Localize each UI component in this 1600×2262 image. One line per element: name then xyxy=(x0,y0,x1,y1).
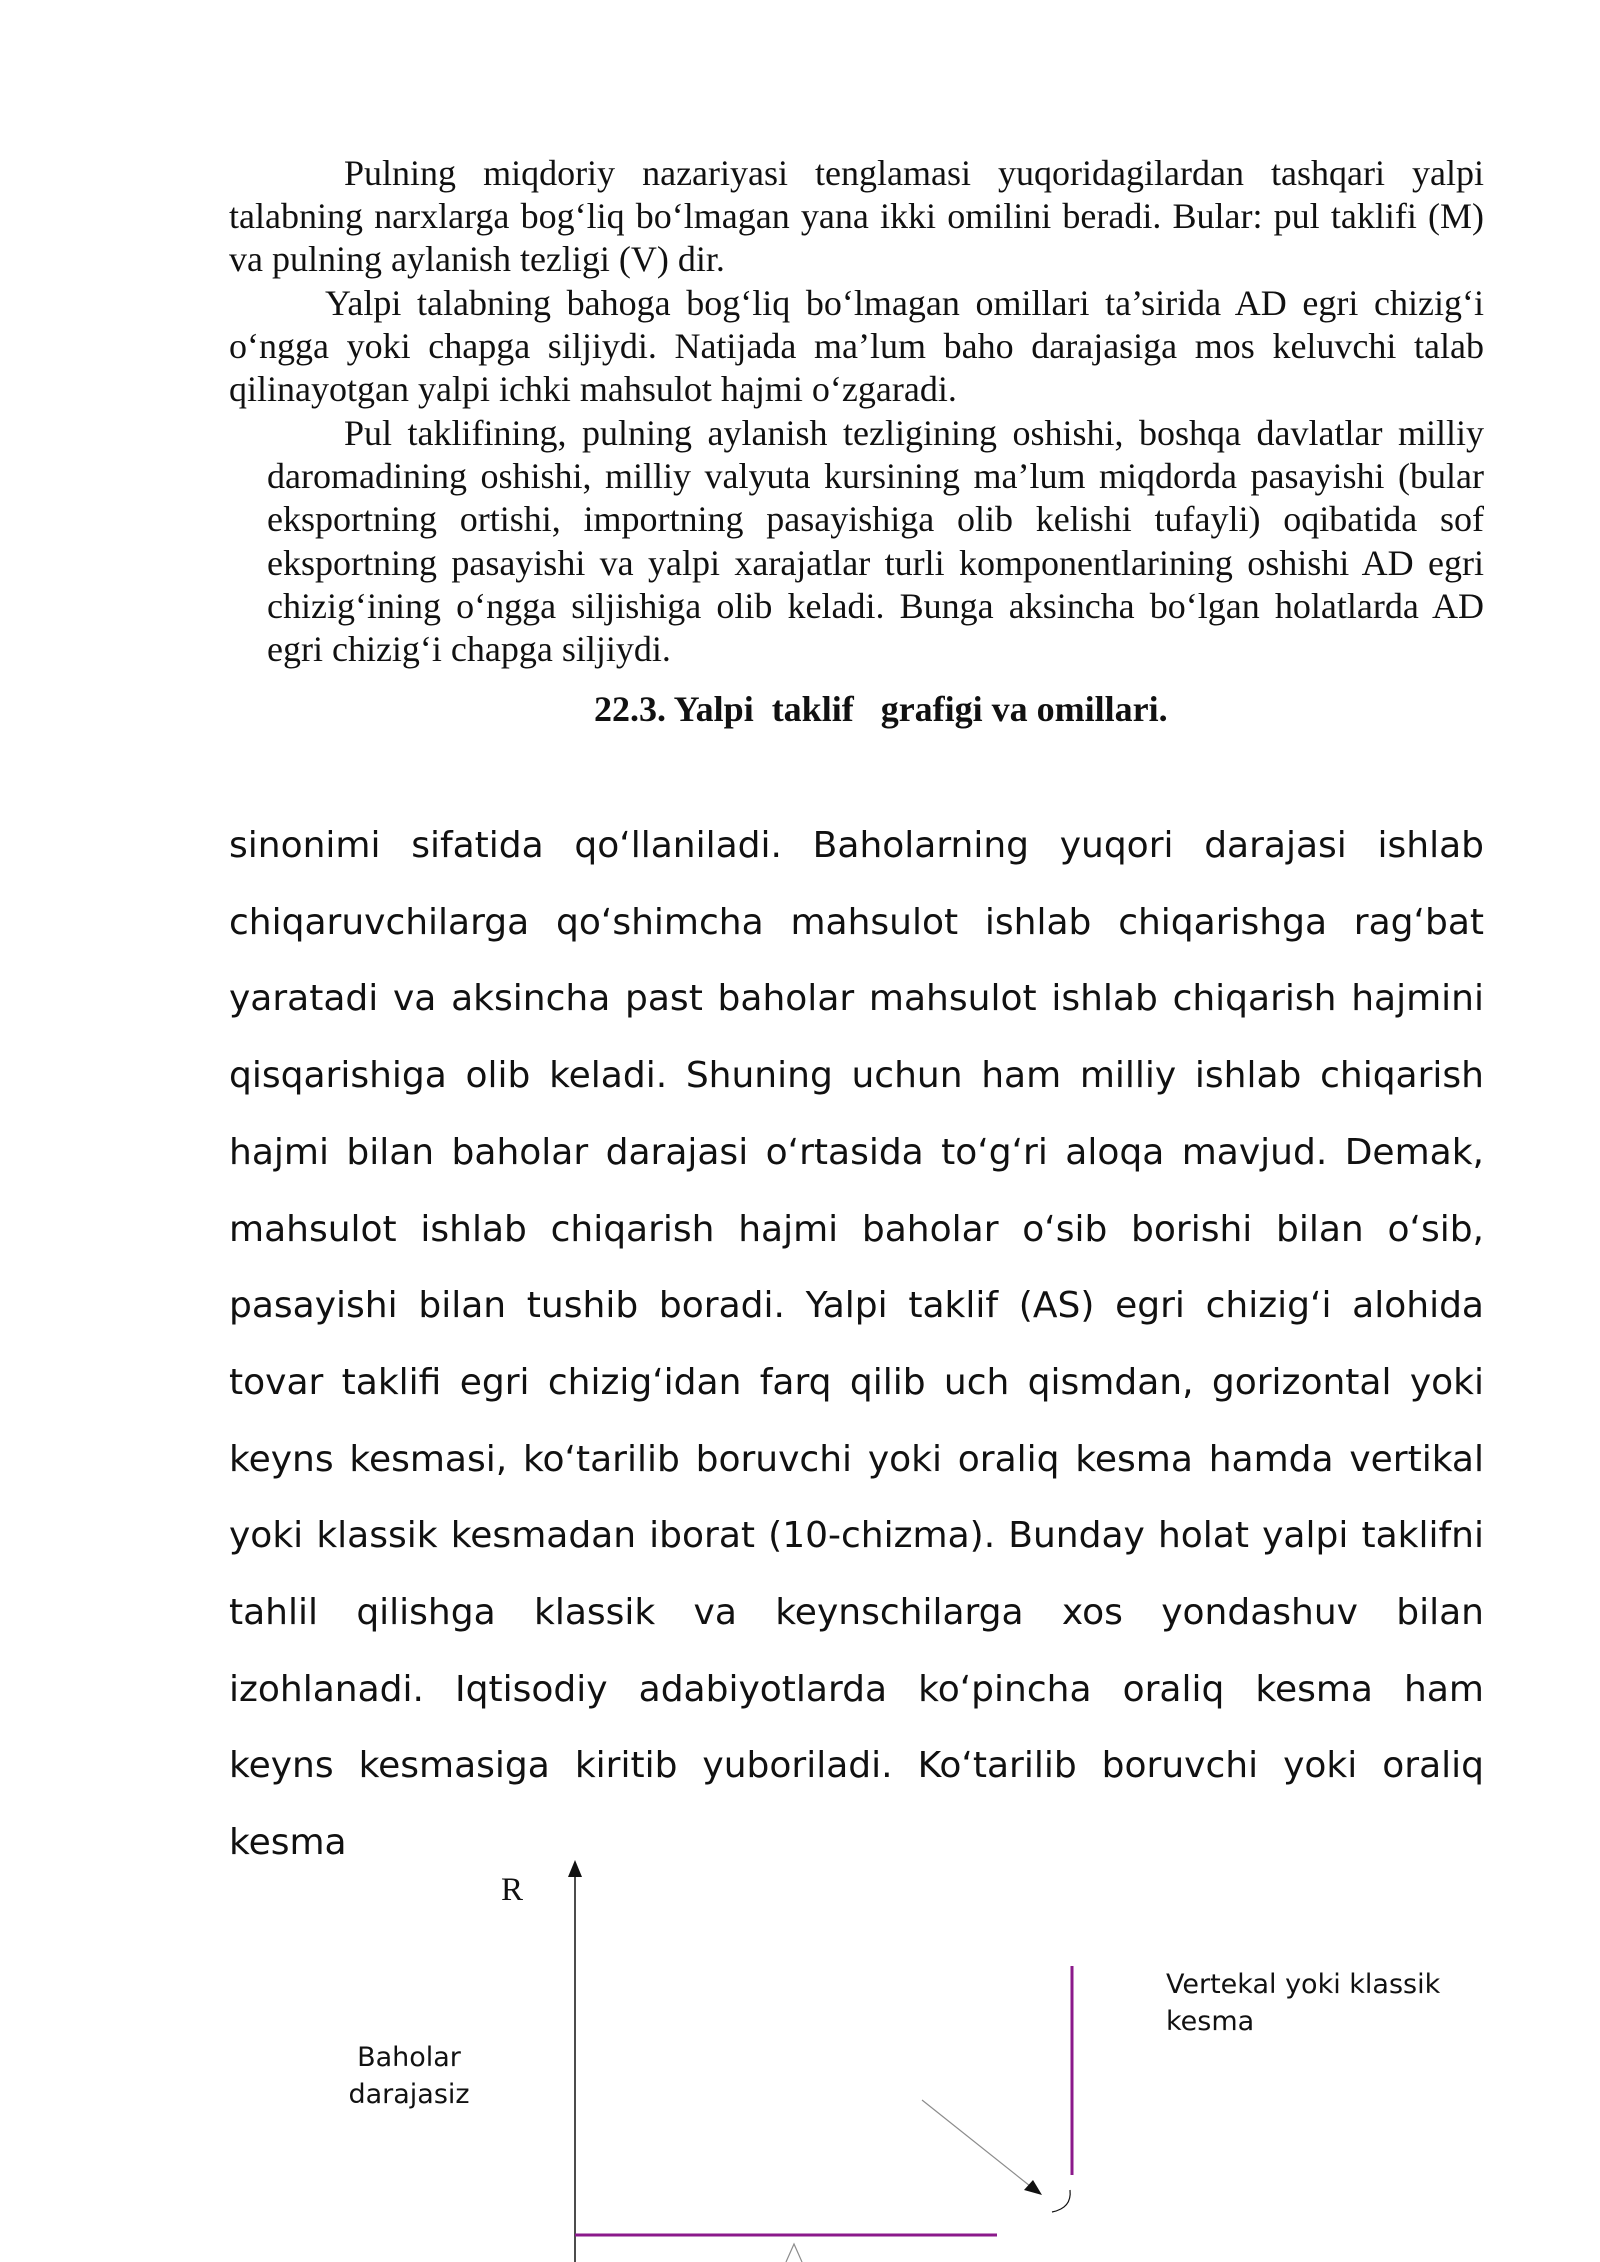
figure-canvas xyxy=(0,1840,1600,2262)
intermediate-segment-curve xyxy=(1052,2190,1070,2212)
paragraph-ad-factors: Pul taklifining, pulning aylanish tezligining oshishi, boshqa davlatlar milliy daromadining oshishi, milliy valyuta kursining ma’lum miqdorda pasayishi (bular eksportning ortishi, importning pasayishiga olib kelishi tufayli) oqibatida sof eksportning pasayishi va yalpi xarajatlar turli komponentlarining oshishi AD egri chizig‘ining o‘ngga siljishiga olib keladi. Bunga aksincha bo‘lgan holatlarda AD egri chizig‘i chapga siljiydi. xyxy=(267,413,1484,670)
y-axis-label: R xyxy=(501,1872,524,1908)
paragraph-aggregate-supply: sinonimi sifatida qo‘llaniladi. Baholarning yuqori darajasi ishlab chiqaruvchilarga qo‘shimcha mahsulot ishlab chiqarishga rag‘bat yaratadi va aksincha past baholar mahsulot ishlab chiqarish hajmini qisqarishiga olib keladi. Shuning uchun ham milliy ishlab chiqarish hajmi bilan baholar darajasi o‘rtasida to‘g‘ri aloqa mavjud. Demak, mahsulot ishlab chiqarish hajmi baholar o‘sib borishi bilan o‘sib, pasayishi bilan tushib boradi. Yalpi taklif (AS) egri chizig‘i alohida tovar taklifi egri chizig‘idan farq qilib uch qismdan, gorizontal yoki keyns kesmasi, ko‘tarilib boruvchi yoki oraliq kesma hamda vertikal yoki klassik kesmadan iborat (10-chizma). Bunday holat yalpi taklifni tahlil qilishga klassik va keynschilarga xos yondashuv bilan izohlanadi. Iqtisodiy adabiyotlarda ko‘pincha oraliq kesma ham keyns kesmasiga kiritib yuboriladi. Ko‘tarilib boruvchi yoki oraliq kesma xyxy=(229,825,1484,1864)
vertical-segment-label: Vertekal yoki klassik kesma xyxy=(1166,1969,1441,2037)
paragraph-ad-shift: Yalpi talabning bahoga bog‘liq bo‘lmagan omillari ta’sirida AD egri chizig‘i o‘ngga yoki chapga siljiydi. Natijada ma’lum baho darajasiga mos keluvchi talab qilinayotgan yalpi ichki mahsulot hajmi o‘zgaradi. xyxy=(229,283,1484,410)
y-axis-arrowhead xyxy=(568,1860,582,1877)
price-level-label: Baholar darajasiz xyxy=(348,2042,470,2110)
lower-pointer-arrow xyxy=(786,2244,802,2262)
paragraph-quantity-theory: Pulning miqdoriy nazariyasi tenglamasi yuqoridagilardan tashqari yalpi talabning narxlarga bog‘liq bo‘lmagan yana ikki omilini beradi. Bular: pul taklifi (M) va pulning aylanish tezligi (V) dir. xyxy=(229,153,1484,280)
pointer-arrow-line xyxy=(922,2100,1030,2186)
pointer-arrowhead xyxy=(1024,2180,1042,2195)
section-heading: 22.3. Yalpi taklif grafigi va omillari. xyxy=(594,689,1168,729)
